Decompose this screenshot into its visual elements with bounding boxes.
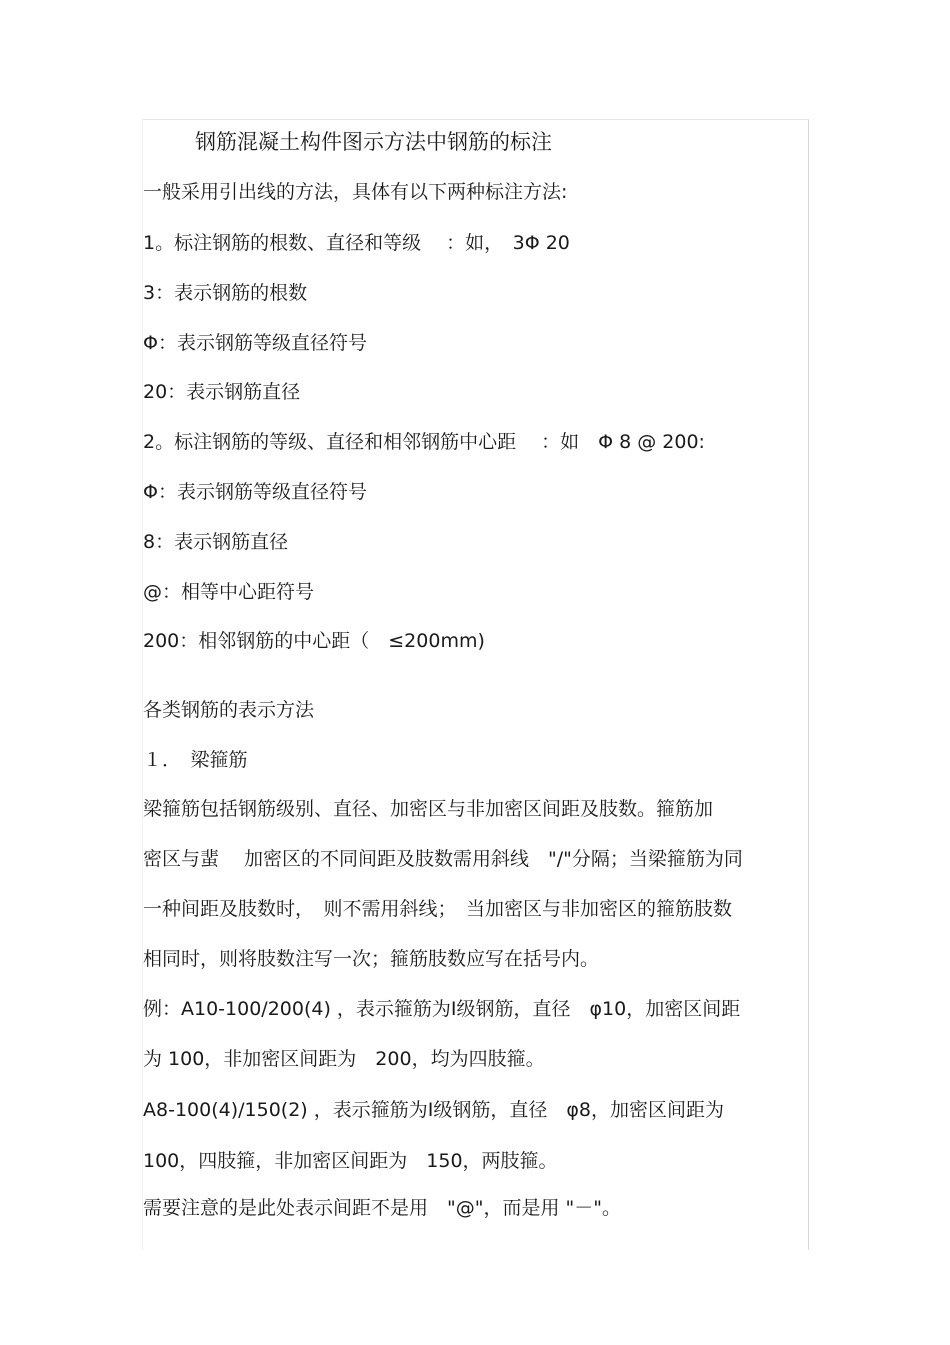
text-line: 2。标注钢筋的等级、直径和相邻钢筋中心距 ：如 Φ 8 @ 200: <box>143 431 705 453</box>
text-line: 需要注意的是此处表示间距不是用 "@"，而是用 "－"。 <box>143 1197 621 1219</box>
subsection-heading: １． 梁箍筋 <box>143 749 248 771</box>
text-line: 1。标注钢筋的根数、直径和等级 ：如， 3Φ 20 <box>143 232 570 254</box>
text-line: 梁箍筋包括钢筋级别、直径、加密区与非加密区间距及肢数。箍筋加 <box>143 798 714 820</box>
text-line: 为 100，非加密区间距为 200，均为四肢箍。 <box>143 1048 545 1070</box>
text-line: 例：A10-100/200(4) ，表示箍筋为Ⅰ级钢筋，直径 φ10，加密区间距 <box>143 998 741 1020</box>
text-line: Φ：表示钢筋等级直径符号 <box>143 332 367 354</box>
text-line: 一般采用引出线的方法，具体有以下两种标注方法: <box>143 181 568 203</box>
text-line: 一种间距及肢数时， 则不需用斜线； 当加密区与非加密区的箍筋肢数 <box>143 898 733 920</box>
text-line: 密区与蜚 加密区的不同间距及肢数需用斜线 "/"分隔；当梁箍筋为同 <box>143 848 743 870</box>
text-line: Φ：表示钢筋等级直径符号 <box>143 481 367 503</box>
text-line: 3：表示钢筋的根数 <box>143 282 308 304</box>
text-line: 100，四肢箍，非加密区间距为 150，两肢箍。 <box>143 1150 558 1172</box>
text-line: @：相等中心距符号 <box>143 581 315 603</box>
section-heading: 各类钢筋的表示方法 <box>143 699 315 721</box>
text-line: 200：相邻钢筋的中心距（ ≤200mm) <box>143 630 485 652</box>
text-line: 8：表示钢筋直径 <box>143 531 289 553</box>
text-line: 相同时，则将肢数注写一次；箍筋肢数应写在括号内。 <box>143 948 600 970</box>
text-line: 20：表示钢筋直径 <box>143 381 301 403</box>
text-line: A8-100(4)/150(2) ，表示箍筋为Ⅰ级钢筋，直径 φ8，加密区间距为 <box>143 1099 724 1121</box>
document-title: 钢筋混凝土构件图示方法中钢筋的标注 <box>195 130 552 154</box>
